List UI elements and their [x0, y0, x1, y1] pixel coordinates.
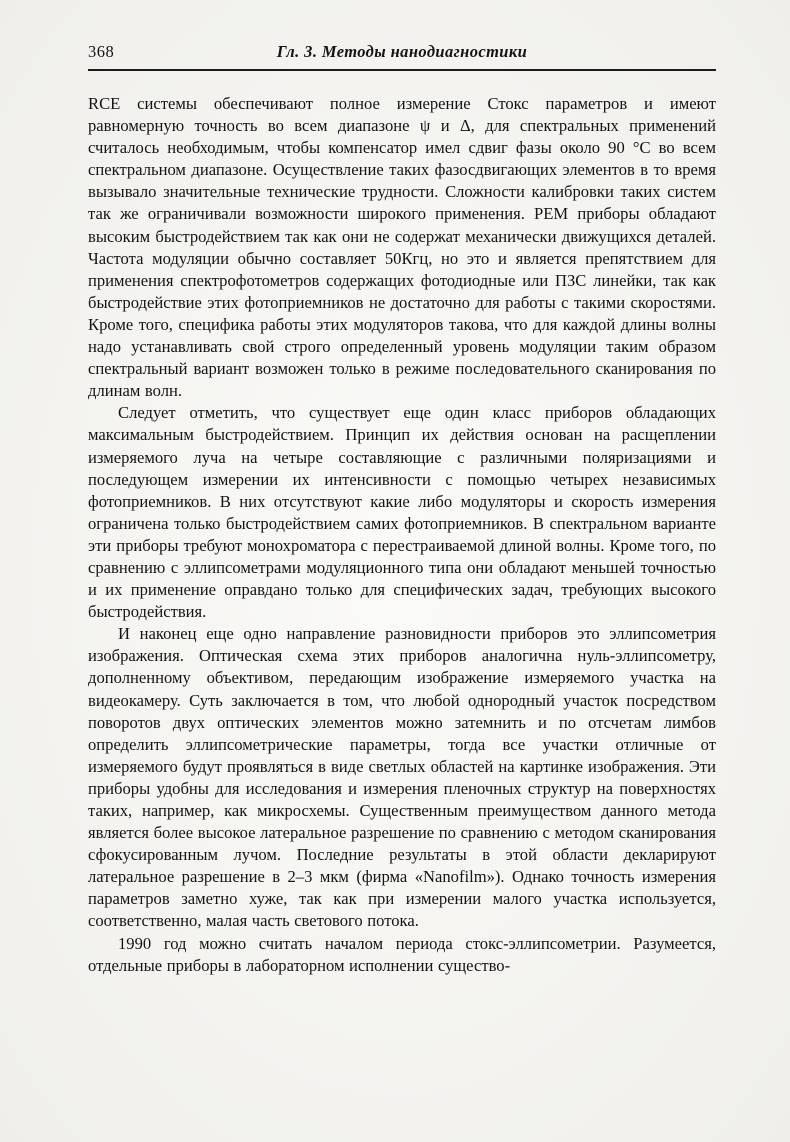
paragraph-four-detector-class: Следует отметить, что существует еще один класс приборов обладающих максимальным быстродействием. Принцип их действия основан на расщеплении измеряемого луча на четыре составляющие с различными поляризациями и последующем измерении их интенсивности с помощью четырех независимых фотоприемников. В них отсутствуют какие либо модуляторы и скорость измерения ограничена только быстродействием самих фотоприемников. В спектральном варианте эти приборы требуют монохроматора с перестраиваемой длиной волны. Кроме того, по сравнению с эллипсометрами модуляционного типа они обладают меньшей точностью и их применение оправдано только для специфических задач, требующих высокого быстродействия. — [88, 403, 716, 622]
paragraph-rce-systems: RCE системы обеспечивают полное измерение Стокс параметров и имеют равномерную точность во всем диапазоне ψ и Δ, для спектральных применений считалось необходимым, чтобы компенсатор имел сдвиг фазы около 90 °C во всем спектральном диапазоне. Осуществление таких фазосдвигающих элементов в то время вызывало значительные технические трудности. Сложности калибровки таких систем так же ограничивали возможности широкого применения. РЕМ приборы обладают высоким быстродействием так как они не содержат механически движущихся деталей. Частота модуляции обычно составляет 50Кгц, но это и является препятствием для применения спектрофотометров содержащих фотодиодные или ПЗС линейки, так как быстродействие этих фотоприемников не достаточно для работы с такими скоростями. Кроме того, специфика работы этих модуляторов такова, что для каждой длины волны надо устанавливать свой строго определенный уровень модуляции таким образом спектральный вариант возможен только в режиме последовательного сканирования по длинам волн. — [88, 94, 716, 401]
paragraph-imaging-ellipsometry: И наконец еще одно направление разновидности приборов это эллипсометрия изображения. Оптическая схема этих приборов аналогична нуль-эллипсометру, дополненному объективом, передающим изображение измеряемого участка на видеокамеру. Суть заключается в том, что любой однородный участок посредством поворотов двух оптических элементов можно затемнить и по отсчетам лимбов определить эллипсометрические параметры, тогда все участки отличные от измеряемого будут проявляться в виде светлых областей на картинке изображения. Эти приборы удобны для исследования и измерения пленочных структур на поверхностях таких, например, как микросхемы. Существенным преимуществом данного метода является более высокое латеральное разрешение по сравнению с методом сканирования сфокусированным лучом. Последние результаты в этой области декларируют латеральное разрешение в 2–3 мкм (фирма «Nanofilm»). Однако точность измерения параметров заметно хуже, так как при измерении малого участка используется, соответственно, малая часть светового потока. — [88, 624, 716, 931]
header-rule — [88, 69, 716, 71]
page-number: 368 — [88, 42, 115, 61]
running-head-title: Гл. 3. Методы нанодиагностики — [276, 42, 528, 61]
page-body — [88, 93, 716, 977]
page-header — [88, 42, 716, 62]
paragraph-stokes-ellipsometry-1990: 1990 год можно считать началом периода стокс-эллипсометрии. Разумеется, отдельные приборы в лабораторном исполнении существо- — [88, 933, 716, 975]
